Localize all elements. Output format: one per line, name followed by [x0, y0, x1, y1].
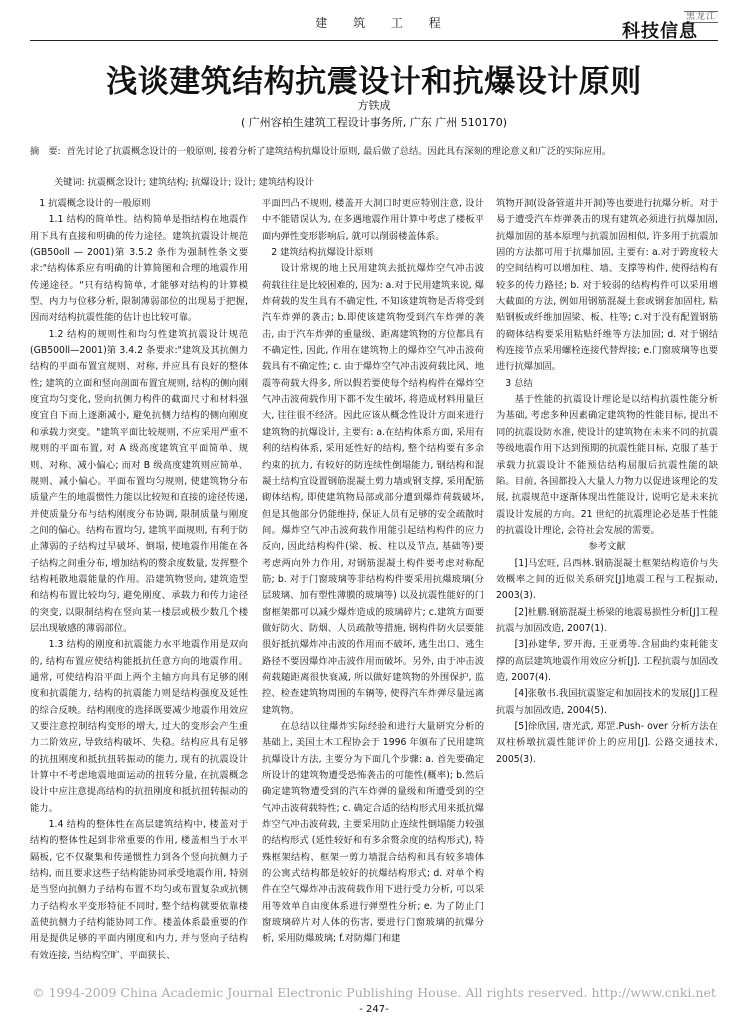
paragraph: 1.2 结构的规则性和均匀性建筑抗震设计规范(GB500ll—2001)第 3.4.2 条要求:"建筑及其抗侧力结构的平面布置宜规则、对称, 并应具有良好的整体性; 建筑的立面和竖向剖面布置宜规则, 结构的侧向刚度宜均匀变化, 竖向抗侧力构件的截面尺寸和材料强度宜自下而上逐渐减小, 避免抗侧力结构的侧向刚度和承载力突变。"建筑平面比较规则, 不应采用严重不规则的平面布置, 对 A 级高度建筑宜平面简单、规则、对称、减小偏心; 而对 B 级高度建筑则应简单、规则、减小偏心。平面布置均匀规则, 使建筑物分布质量产生的地震惯性力能以比较短和直接的途径传递, 并使质量分布与结构刚度分布协调, 限制质量与刚度之间的偏心。结构布置均匀, 建筑平面规则, 有利于防止薄弱的子结构过早破坏、倒塌, 使地震作用能在各子结构之间重分布, 增加结构的赘余度数量, 发挥整个结构耗散地震能量的作用。沿建筑物竖向, 建筑造型和结构布置比较均匀, 避免刚度、承载力和传力途径的突变, 以限制结构在竖向某一楼层或极少数几个楼层出现敏感的薄弱部位。: [30, 328, 248, 634]
section-heading: 2 建筑结构抗爆设计原则: [271, 247, 374, 259]
abstract: [30, 144, 720, 159]
page-number: - 247-: [359, 1004, 389, 1015]
reference-item: [2]杜鹏.钢筋混凝土桥梁的地震易损性分析[J]工程抗震与加固改造, 2007(1).: [496, 606, 718, 634]
paragraph: 在总结以往爆炸实际经验和进行大量研究分析的基础上, 美国土木工程协会于 1996 年颁布了民用建筑抗爆设计方法, 主要分为下面几个步骤: a. 首先要确定所设计的建筑物遭受恐怖袭击的可能性(概率); b.然后确定建筑物遭受到的汽车炸弹的量级和所遭受到的空气冲击波荷载特性; c. 确定合适的结构形式用来抵抗爆炸空气冲击波荷载, 主要采用防止连续性倒塌能力较强的结构形式 (延性较好和有多余赘余度的结构形式), 特殊框架结构、框架一剪力墙混合结构和具有较多墙体的公寓式结构都是较好的抗爆结构形式; d. 对单个构件在空气爆炸冲击波荷载作用下进行受力分析, 可以采用等效单自由度体系进行弹塑性分析; e. 为了防止门窗玻璃碎片对人体的伤害, 要进行门窗玻璃的抗爆分析, 采用防爆玻璃; f.对防爆门和建: [262, 721, 484, 945]
reference-item: [3]孙建华, 罗开海, 王亚勇等.含屈曲约束耗能支撑的高层建筑地震作用效应分析[J]. 工程抗震与加固改造, 2007(4).: [496, 639, 718, 683]
abstract-label: 摘 要:: [30, 146, 61, 157]
references-title: 参考文献: [588, 541, 626, 553]
section-heading: 1 抗震概念设计的一般原则: [39, 198, 151, 209]
column-1: [30, 196, 248, 964]
keywords-text: 抗震概念设计; 建筑结构; 抗爆设计; 设计; 建筑结构设计: [87, 177, 314, 188]
paragraph: 1.4 结构的整体性在高层建筑结构中, 楼盖对于结构的整体性起到非常重要的作用, 楼盖相当于水平隔板, 它不仅聚集和传递惯性力到各个竖向抗侧力子结构, 而且要求这些子结构能协同承受地震作用, 特别是当竖向抗侧力子结构布置不均匀或布置复杂或抗侧力子结构水平变形特征不同时, 整个结构就要依靠楼盖使抗侧力子结构能协同工作。楼盖体系最重要的作用是提供足够的平面内刚度和内力, 并与竖向子结构有效连接, 当结构空旷、平面狭长、: [30, 819, 248, 961]
paragraph: 设计常规的地上民用建筑去抵抗爆炸空气冲击波荷载往往是比较困难的, 因为: a.对于民用建筑来说, 爆炸荷载的发生具有不确定性, 不知该建筑物是否将受到汽车炸弹的袭击; b.即使该建筑物受到汽车炸弹的袭击, 由于汽车炸弹的重量级、距离建筑物的方位都具有不确定性, 因此, 作用在建筑物上的爆炸空气冲击波荷载具有不确定性; c. 由于爆炸空气冲击波荷载比风、地震等荷载大得多, 所以假若要使每个结构构件在爆炸空气冲击波荷载作用下都不发生破坏, 将造成材料用量巨大, 往往很不经济。因此应该从概念性设计方面来进行建筑物的抗爆设计, 主要有: a.在结构体系方面, 采用有利的结构体系, 采用延性好的结构, 整个结构要有多余约束的抗力, 有较好的防连续性倒塌能力, 钢结构和混凝土结构宜设置钢筋混凝土剪力墙或钢支撑, 采用配筋砌体结构, 即使建筑物局部或部分遭到爆炸荷载破坏, 但是其他部分仍能维持, 保证人员有足够的安全疏散时间。爆炸空气冲击波荷载作用能引起结构构件的应力反向, 因此结构构件(梁、板、柱以及节点, 基础等)要考虑两向外力作用, 对钢筋混凝土构件要考虑对称配筋; b. 对于门窗玻璃等非结构构件要采用抗爆玻璃(分层玻璃、加有塑性薄膜的玻璃等) 以及抗震性能好的门窗框架都可以减少爆炸造成的玻璃碎片; c.建筑方面要做好防火、防烟、人员疏散等措施, 钢构件防火层要能很好抵抗爆炸冲击波的作用而不破坏, 逃生出口、逃生路径不要因爆炸冲击波作用而破坏。另外, 由于冲击波荷载随距离很快衰减, 所以做好建筑物的外围保护, 监控、检查建筑物周围的车辆等, 使得汽车炸弹尽量远离建筑物。: [262, 263, 484, 716]
copyright-footer: © 1994-2009 China Academic Journal Electronic Publishing House. All rights reserved. http://www.cnki.net: [32, 985, 716, 1000]
paragraph: 平面凹凸不规则, 楼盖开大洞口时更应特别注意, 设计中不能错误认为, 在多遇地震作用计算中考虑了楼板平面内弹性变形影响后, 就可以削弱楼盖体系。: [262, 198, 484, 242]
section-char: 筑: [353, 16, 370, 30]
reference-item: [1]马宏旺, 吕西林.钢筋混凝土框架结构造价与失效概率之间的近似关系研究[J]地震工程与工程振动, 2003(3).: [496, 557, 718, 602]
keywords: [54, 175, 714, 190]
article-title: 浅谈建筑结构抗震设计和抗爆设计原则: [106, 64, 642, 100]
journal-logo-region: 黑龙江: [685, 12, 716, 22]
article-author: 方铁成: [357, 99, 391, 112]
abstract-text: 首先讨论了抗震概念设计的一般原则, 接着分析了建筑结构抗爆设计原则, 最后做了总结。因此具有深刻的理论意义和广泛的实际应用。: [66, 146, 612, 157]
column-3: [496, 196, 718, 768]
paragraph: 基于性能的抗震设计理论是以结构抗震性能分析为基础, 考虑多种因素确定建筑物的性能目标, 提出不同的抗震设防水准, 使设计的建筑物在未来不同的抗震等级地震作用下达到预期的抗震性能目标, 克服了基于承载力抗震设计不能预估结构屈服后抗震性能的缺陷。目前, 各国都投入大量人力物力以促进该理论的发展, 抗震规范中逐渐体现出性能设计, 说明它是未来抗震设计发展的方向。21 世纪的抗震理论必是基于性能的抗震设计理论, 会符社会发展的需要。: [496, 394, 718, 536]
article-affiliation: ( 广州容柏生建筑工程设计事务所, 广东 广州 510170): [240, 116, 508, 129]
section-header: [200, 14, 560, 31]
header-rule: [30, 40, 718, 41]
journal-logo: [622, 11, 718, 42]
section-char: 程: [428, 16, 445, 30]
paragraph: 1.1 结构的简单性。结构简单是指结构在地震作用下具有直接和明确的传力途径。建筑抗震设计规范(GB50oll — 2001)第 3.5.2 条作为强制性条文要求:"结构体系应有明确的计算简图和合理的地震作用传递途径。"只有结构简单, 才能够对结构的计算模型、内力与位移分析, 限制薄弱部位的出现易于把握, 因而对结构抗震性能的估计也比较可靠。: [30, 214, 248, 324]
keywords-label: 关键词:: [54, 177, 85, 188]
journal-logo-name: 科技信息: [622, 21, 698, 42]
section-char: 建: [315, 16, 332, 30]
paragraph: 筑物开洞(设备管道井开洞)等也要进行抗爆分析。对于易于遭受汽车炸弹袭击的现有建筑必须进行抗爆加固, 抗爆加固的基本原理与抗震加固相似, 许多用于抗震加固的方法都可用于抗爆加固, 主要有: a.对于跨度较大的空间结构可以增加柱、墙、支撑等构件, 使得结构有较多的传力路径; b. 对于较弱的结构构件可以采用增大截面的方法, 例如用钢筋混凝土套或钢套加固柱, 粘贴钢板或纤维加固梁、板、柱等; c.对于没有配置钢筋的砌体结构要采用粘贴纤维等方法加固; d. 对于钢结构连接节点采用螺栓连接代替焊接; e.门窗玻璃等也要进行抗爆加固。: [496, 198, 718, 373]
section-char: 工: [390, 16, 407, 30]
column-2: [262, 196, 484, 948]
paragraph: 1.3 结构的刚度和抗震能力水平地震作用是双向的, 结构布置应使结构能抵抗任意方向的地震作用。通常, 可使结构沿平面上两个主轴方向具有足够的刚度和抗震能力, 结构的抗震能力则是结构强度及延性的综合反映。结构刚度的选择既要减少地震作用效应又要注意控制结构变形的增大, 过大的变形会产生重力二阶效应, 导致结构破坏、失稳。结构应具有足够的抗扭刚度和抵抗扭转振动的能力, 现有的抗震设计计算中不考虑地震地面运动的扭转分量, 在抗震概念设计中应注意提高结构的抗扭刚度和抵抗扭转振动的能力。: [30, 639, 248, 814]
section-heading: 3 总结: [505, 377, 533, 389]
reference-item: [4]张敬书.我国抗震鉴定和加固技术的发展[J]工程抗震与加固改造, 2004(5).: [496, 688, 718, 716]
reference-item: [5]徐欣国, 唐光武, 郑罡.Push- over 分析方法在双柱桥墩抗震性能评价上的应用[J]. 公路交通技术, 2005(3).: [496, 721, 718, 765]
